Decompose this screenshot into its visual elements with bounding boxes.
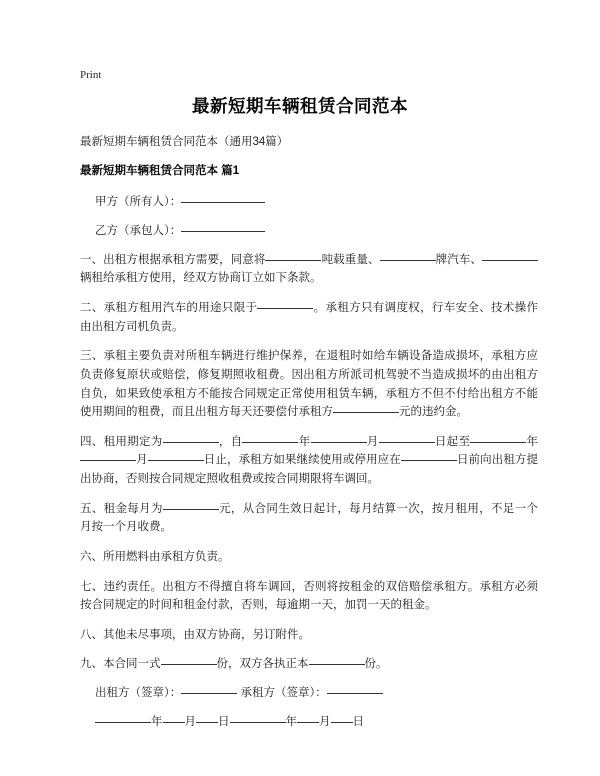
clause-4-blank-7[interactable]: [148, 460, 204, 461]
clause-4-seg3: 年: [298, 435, 311, 448]
clause-4-seg9: 日前向出租方提出协商，否则按合同规定照收租费或按合同期限将车调回。: [80, 454, 539, 485]
date-lessor-year-blank[interactable]: [95, 722, 151, 723]
date-lessor-month-blank[interactable]: [163, 722, 185, 723]
clause-9-blank-2[interactable]: [309, 664, 365, 665]
clause-1: [80, 251, 538, 288]
clause-4-blank-6[interactable]: [80, 460, 136, 461]
date-lessee-day-label: 日: [352, 716, 364, 729]
page-title: 最新短期车辆租赁合同范本: [192, 96, 408, 116]
clause-1-blank-3[interactable]: [482, 260, 538, 261]
clause-4: [80, 433, 538, 489]
clause-9-seg3: 份。: [364, 658, 388, 671]
signature-lessor-blank[interactable]: [181, 693, 237, 694]
clause-4-seg6: 年: [526, 435, 539, 448]
clause-4-blank-2[interactable]: [242, 442, 298, 443]
clause-9-blank-1[interactable]: [161, 664, 217, 665]
clause-1-seg3: 牌汽车、: [435, 253, 483, 266]
section-heading: 最新短期车辆租赁合同范本 篇1: [80, 165, 240, 177]
clause-4-blank-1[interactable]: [163, 442, 219, 443]
clause-4-seg2: ，自: [218, 435, 243, 448]
signature-line: [80, 685, 538, 702]
clause-1-seg4: 辆租给承租方使用，经双方协商订立如下条款。: [80, 272, 322, 285]
date-lessor-day-label: 日: [218, 716, 230, 729]
clause-4-blank-8[interactable]: [401, 460, 457, 461]
party-lessor-label: 甲方（所有人）：: [95, 196, 182, 209]
party-line-lessor: [80, 194, 538, 211]
clause-3-seg1: 三、承租主要负责对所租车辆进行维护保养，在退租时如给车辆设备造成损坏，承租方应负责修复原状或赔偿，修复期照收租费。因出租方所派司机驾驶不当造成损坏的由出租方自负，如果致使承租方不能按合同规定正常使用租赁车辆，承租方不但不付给出租方不能使用期间的租费，而且出租方每天还要偿付承租方: [80, 350, 538, 419]
signature-lessee-label: 承租方（签章）：: [240, 687, 327, 699]
clause-1-blank-2[interactable]: [380, 260, 436, 261]
clause-5-seg1: 五、租金每月为: [80, 502, 163, 515]
date-lessee-month-blank[interactable]: [297, 722, 319, 723]
clause-4-seg7: 月: [136, 454, 148, 467]
clause-5-seg2: 元，从合同生效日起计，每月结算一次，按月租用，不足一个月按一个月收费。: [80, 502, 538, 534]
clause-1-seg2: 吨载重量、: [321, 253, 380, 266]
clause-2-seg1: 二、承租方租用汽车的用途只限于: [80, 302, 258, 314]
clause-3-seg2: 元的违约金。: [399, 406, 468, 419]
clause-4-seg5: 日起至: [434, 435, 471, 448]
date-lessee-day-blank[interactable]: [331, 722, 353, 723]
party-line-lessee: [80, 223, 538, 240]
clause-4-blank-3[interactable]: [311, 442, 367, 443]
clause-7-seg1: 七、违约责任。出租方不得擅自将车调回，否则将按租金的双倍赔偿承租方。承租方必须按合同规定的时间和租金付款，否则，每逾期一天，加罚一天的租金。: [80, 580, 538, 612]
party-lessee-blank[interactable]: [181, 231, 265, 232]
document-subtitle: 最新短期车辆租赁合同范本（通用34篇）: [80, 135, 289, 148]
clause-4-seg1: 四、租用期定为: [80, 435, 163, 448]
clause-6: [80, 548, 538, 567]
clause-2: [80, 299, 538, 336]
signature-lessee-blank[interactable]: [327, 693, 383, 694]
clause-9-seg2: 份，双方各执正本: [216, 658, 309, 671]
clause-2-seg2: 。承租方只有调度权，行车安全、技术操作由出租方司机负责。: [80, 302, 539, 333]
clause-2-blank-1[interactable]: [257, 308, 313, 309]
clause-4-blank-4[interactable]: [379, 442, 435, 443]
clause-3: [80, 347, 538, 422]
print-label[interactable]: Print: [80, 69, 102, 81]
signature-lessor-label: 出租方（签章）：: [95, 687, 182, 699]
clause-3-blank-1[interactable]: [333, 412, 399, 413]
clause-8: [80, 626, 538, 645]
clause-1-seg1: 一、出租方根据承租方需要，同意将: [80, 253, 266, 266]
clause-1-blank-1[interactable]: [265, 260, 321, 261]
clause-9-seg1: 九、本合同一式: [80, 658, 161, 671]
date-lessor-month-label: 月: [184, 716, 196, 729]
date-lessor-year-label: 年: [151, 716, 163, 729]
date-line: [80, 714, 538, 731]
date-lessee-month-label: 月: [319, 716, 331, 729]
clause-4-blank-5[interactable]: [470, 442, 526, 443]
clause-9: [80, 655, 538, 674]
date-lessee-year-label: 年: [285, 716, 297, 729]
date-lessee-year-blank[interactable]: [230, 722, 286, 723]
date-lessor-day-blank[interactable]: [196, 722, 218, 723]
party-lessee-label: 乙方（承包人）：: [95, 224, 182, 237]
clause-5-blank-1[interactable]: [163, 509, 219, 510]
clause-5: [80, 500, 538, 537]
party-lessor-blank[interactable]: [181, 202, 265, 203]
clause-4-seg8: 日止，承租方如果继续使用或停用应在: [203, 454, 401, 467]
clause-8-seg1: 八、其他未尽事项，由双方协商，另订附件。: [80, 628, 310, 641]
clause-4-seg4: 月: [366, 435, 379, 448]
clause-7: [80, 578, 538, 615]
clause-6-seg1: 六、所用燃料由承租方负责。: [80, 550, 230, 563]
